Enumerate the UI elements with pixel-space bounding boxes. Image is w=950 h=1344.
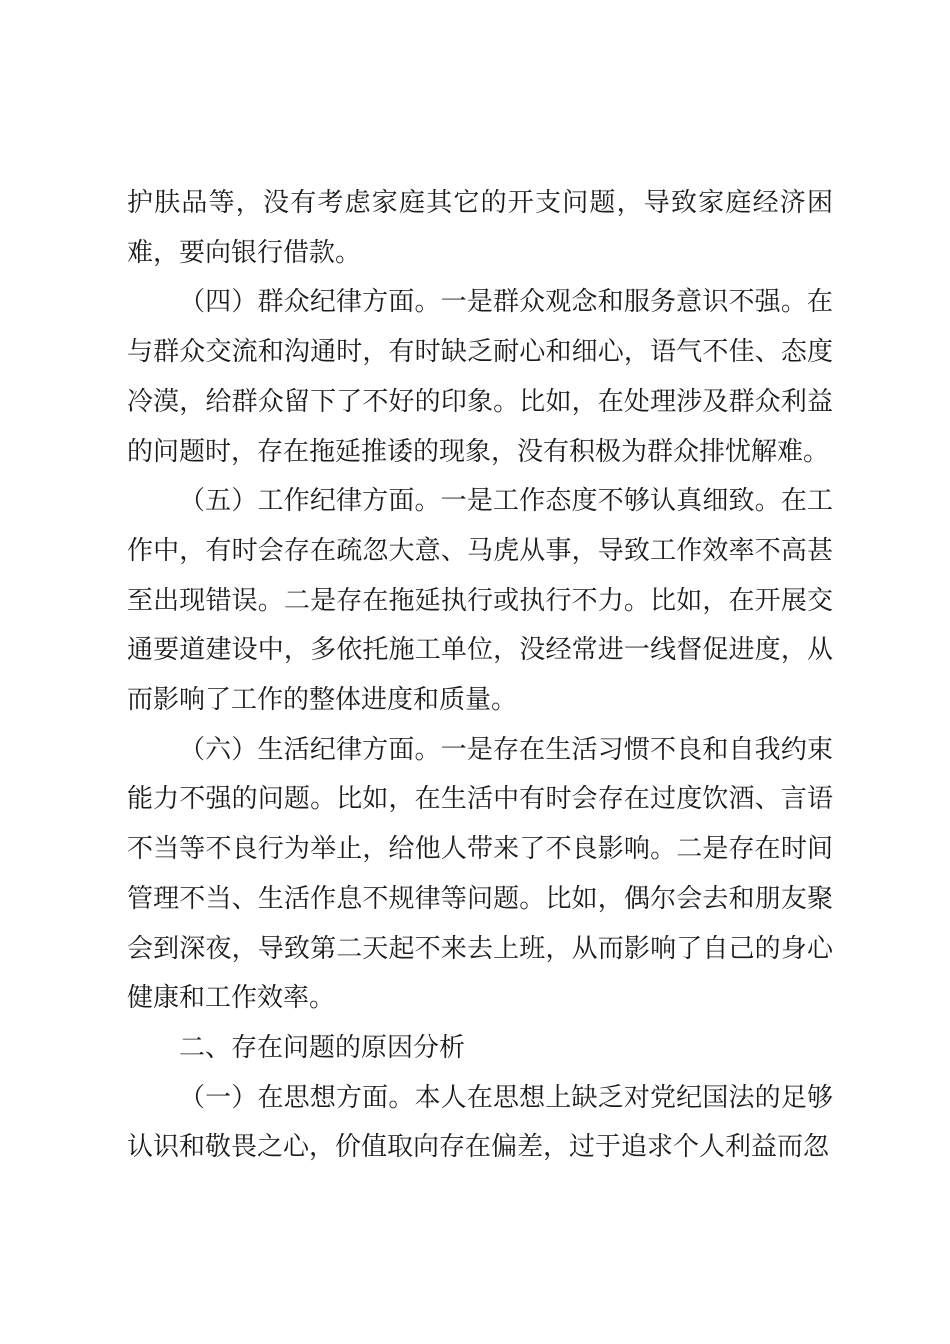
paragraph-ideological-aspect: （一）在思想方面。本人在思想上缺乏对党纪国法的足够认识和敬畏之心，价值取向存在偏差，过于追求个人利益而忽: [127, 1082, 833, 1163]
paragraph-continuation: 护肤品等，没有考虑家庭其它的开支问题，导致家庭经济困难，要向银行借款。: [127, 188, 833, 268]
paragraph-life-discipline: （六）生活纪律方面。一是存在生活习惯不良和自我约束能力不强的问题。比如，在生活中有时会存在过度饮酒、言语不当等不良行为举止，给他人带来了不良影响。二是存在时间管理不当、生活作息不规律等问题。比如，偶尔会去和朋友聚会到深夜，导致第二天起不来去上班，从而影响了自己的身心健康和工作效率。: [127, 734, 833, 1014]
section-heading-cause-analysis: 二、存在问题的原因分析: [179, 1032, 466, 1063]
paragraph-work-discipline: （五）工作纪律方面。一是工作态度不够认真细致。在工作中，有时会存在疏忽大意、马虎从事，导致工作效率不高甚至出现错误。二是存在拖延执行或执行不力。比如，在开展交通要道建设中，多依托施工单位，没经常进一线督促进度，从而影响了工作的整体进度和质量。: [127, 486, 833, 716]
document-body: [127, 179, 833, 1173]
paragraph-mass-discipline: （四）群众纪律方面。一是群众观念和服务意识不强。在与群众交流和沟通时，有时缺乏耐心和细心，语气不佳、态度冷漠，给群众留下了不好的印象。比如，在处理涉及群众利益的问题时，存在拖延推诿的现象，没有积极为群众排忧解难。: [127, 287, 833, 467]
